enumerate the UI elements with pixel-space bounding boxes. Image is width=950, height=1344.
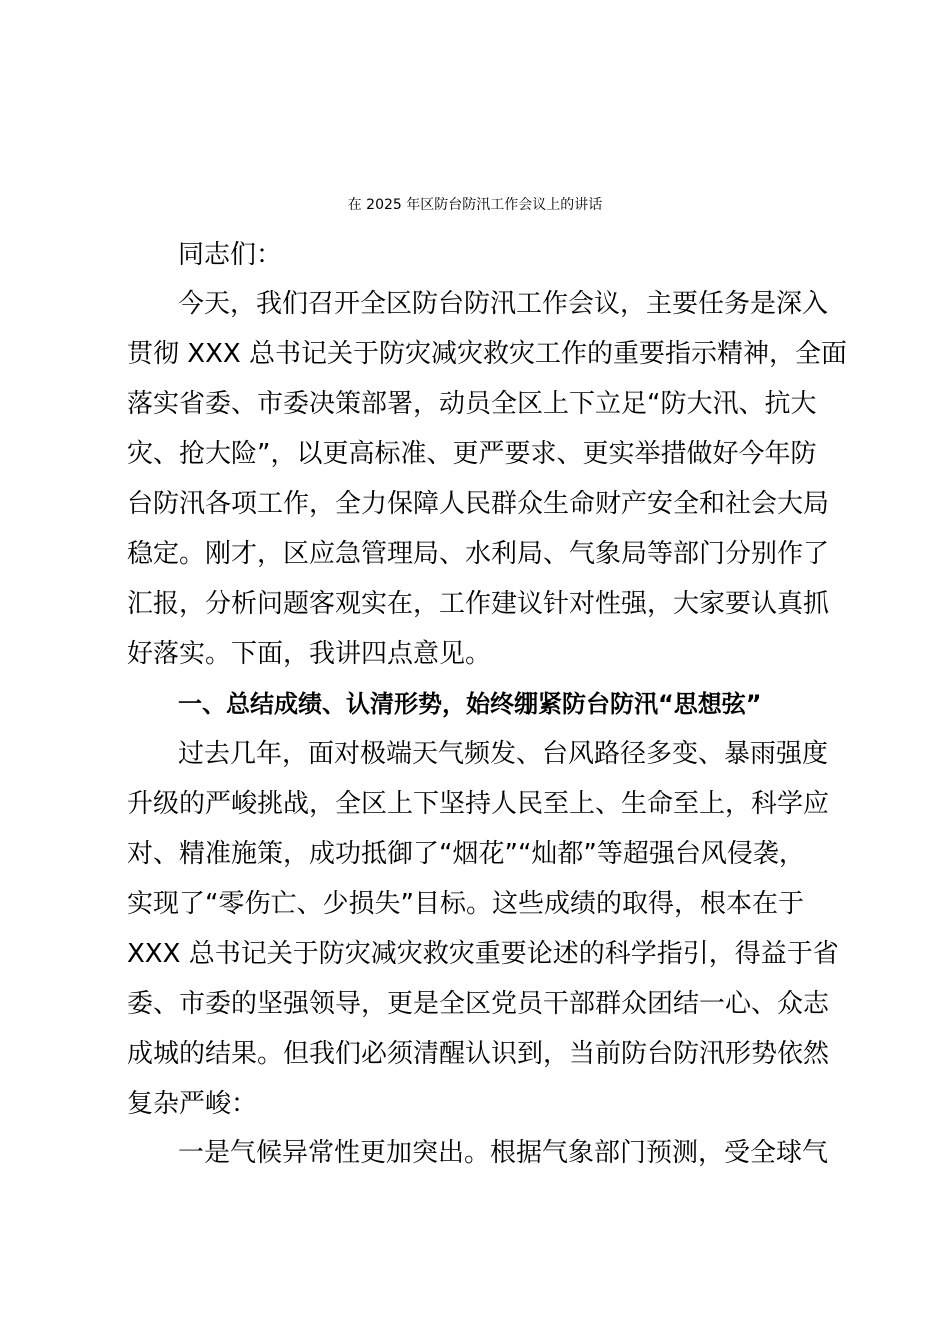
paragraph-line: 成城的结果。但我们必须清醒认识到，当前防台防汛形势依然	[127, 1039, 830, 1069]
document-title: 在 2025 年区防台防汛工作会议上的讲话	[347, 197, 603, 213]
paragraph-line: XXX 总书记关于防灾减灾救灾重要论述的科学指引，得益于省	[127, 939, 839, 969]
paragraph-line: 稳定。刚才，区应急管理局、水利局、气象局等部门分别作了	[127, 539, 830, 569]
paragraph-line: 对、精准施策，成功抵御了“烟花”“灿都”等超强台风侵袭，	[127, 839, 805, 869]
paragraph-line: 一是气候异常性更加突出。根据气象部门预测，受全球气	[178, 1138, 829, 1168]
paragraph-line: 好落实。下面，我讲四点意见。	[127, 639, 492, 669]
paragraph-line: 过去几年，面对极端天气频发、台风路径多变、暴雨强度	[178, 739, 829, 769]
paragraph-line: 台防汛各项工作，全力保障人民群众生命财产安全和社会大局	[127, 489, 830, 519]
paragraph-line: 汇报，分析问题客观实在，工作建议针对性强，大家要认真抓	[127, 589, 830, 619]
paragraph-line: 复杂严峻：	[127, 1089, 258, 1119]
section-heading: 一、总结成绩、认清形势，始终绷紧防台防汛“思想弦”	[178, 690, 762, 718]
paragraph-line: 今天，我们召开全区防台防汛工作会议，主要任务是深入	[178, 289, 829, 319]
paragraph-line: 落实省委、市委决策部署，动员全区上下立足“防大汛、抗大	[127, 389, 817, 419]
paragraph-line: 升级的严峻挑战，全区上下坚持人民至上、生命至上，科学应	[127, 789, 830, 819]
paragraph-line: 委、市委的坚强领导，更是全区党员干部群众团结一心、众志	[127, 989, 830, 1019]
paragraph-line: 实现了“零伤亡、少损失”目标。这些成绩的取得，根本在于	[127, 889, 804, 919]
paragraph-line: 贯彻 XXX 总书记关于防灾减灾救灾工作的重要指示精神，全面	[127, 339, 847, 369]
greeting: 同志们：	[178, 240, 283, 270]
paragraph-line: 灾、抢大险”，以更高标准、更严要求、更实举措做好今年防	[127, 439, 817, 469]
